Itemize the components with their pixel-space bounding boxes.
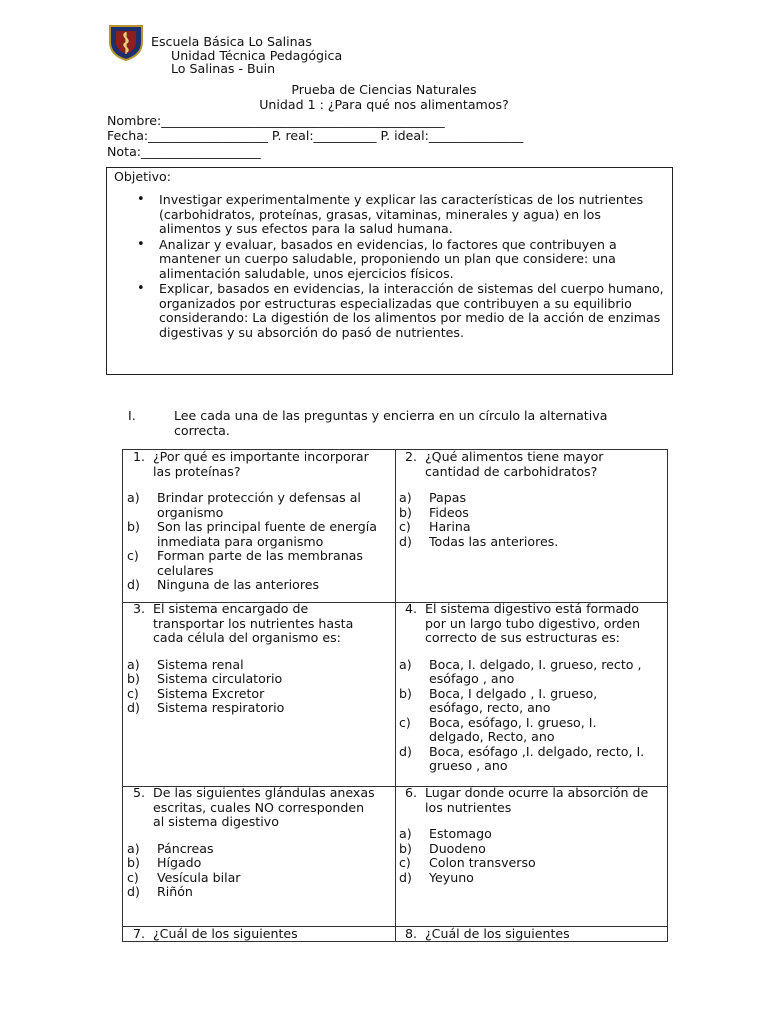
question-number: 8.: [405, 926, 418, 941]
question-number: 5.: [133, 785, 146, 800]
option-letter: a): [127, 490, 140, 505]
objective-item: • Analizar y evaluar, basados en evidencias, lo factores que contribuyen a mantener un cuerpo saludable, proponiendo un plan que considere: una alimentación saludable, unos ejercicios físicos.: [135, 238, 665, 282]
option[interactable]: [127, 842, 377, 857]
option-text: Yeyuno: [429, 869, 474, 885]
option-letter: c): [127, 548, 139, 563]
option[interactable]: [127, 578, 377, 593]
option-letter: b): [399, 685, 412, 701]
option-letter: d): [127, 577, 140, 592]
objectives-label: Objetivo:: [114, 169, 171, 184]
question-number: 1.: [133, 449, 146, 464]
option[interactable]: [399, 535, 649, 550]
option-text: Estomago: [429, 826, 492, 841]
option[interactable]: [127, 658, 377, 673]
question-6: [399, 786, 649, 885]
option-text: Sistema respiratorio: [157, 700, 285, 715]
question-7: [127, 927, 377, 942]
option[interactable]: [399, 716, 649, 745]
option-text: Boca, esófago, I. grueso, I. delgado, Recto, ano: [429, 714, 597, 744]
objective-item: • Investigar experimentalmente y explicar las características de los nutrientes (carbohidratos, proteínas, grasas, vitaminas, minerales y agua) en los alimentos y sus efectos para la salud humana.: [135, 193, 665, 237]
question-5: [127, 786, 377, 900]
option-text: Forman parte de las membranas celulares: [157, 548, 363, 578]
option[interactable]: [127, 701, 377, 716]
option-letter: a): [127, 656, 140, 672]
option-text: Sistema Excretor: [157, 685, 265, 701]
option-text: Colon transverso: [429, 855, 536, 870]
school-crest-logo: [106, 22, 146, 62]
question-2: [399, 450, 649, 549]
option[interactable]: [399, 871, 649, 886]
option[interactable]: [127, 885, 377, 900]
option-letter: d): [399, 533, 412, 549]
question-stem: ¿Por qué es importante incorporar las proteínas?: [153, 449, 369, 479]
option[interactable]: [399, 520, 649, 535]
option-text: Son las principal fuente de energía inmediata para organismo: [157, 519, 377, 549]
objectives-list: [135, 192, 724, 341]
option[interactable]: [127, 491, 377, 520]
option[interactable]: [127, 549, 377, 578]
option[interactable]: [399, 658, 649, 687]
question-stem: De las siguientes glándulas anexas escritas, cuales NO corresponden al sistema digestivo: [153, 785, 375, 829]
school-name: Escuela Básica Lo Salinas: [151, 34, 312, 49]
option-text: Duodeno: [429, 840, 486, 856]
option-text: Sistema circulatorio: [157, 671, 283, 686]
option[interactable]: [399, 745, 649, 774]
option[interactable]: [127, 672, 377, 687]
option-letter: c): [127, 685, 139, 701]
school-info: [151, 35, 342, 76]
option-letter: b): [399, 840, 412, 856]
option-text: Brindar protección y defensas al organismo: [157, 490, 361, 520]
question-8: [399, 927, 649, 942]
option-text: Boca, I delgado , I. grueso, esófago, recto, ano: [429, 685, 598, 715]
objective-item: • Explicar, basados en evidencias, la interacción de sistemas del cuerpo humano, organizados por estructuras especializadas que contribuyen a su equilibrio considerando: La digestión de los alimentos por medio de la acción de enzimas digestivas y su absorción do pasó de nutrientes.: [135, 282, 665, 340]
section-instructions: Lee cada una de las preguntas y encierra en un círculo la alternativa correcta.: [174, 408, 608, 438]
question-stem: ¿Qué alimentos tiene mayor cantidad de carbohidratos?: [425, 449, 604, 479]
question-stem: Lugar donde ocurre la absorción de los nutrientes: [425, 785, 649, 815]
question-number: 6.: [405, 785, 418, 800]
option[interactable]: [399, 856, 649, 871]
question-number: 2.: [405, 449, 418, 464]
grade-field: Nota:___________________: [107, 144, 261, 159]
option[interactable]: [399, 827, 649, 842]
option-letter: d): [399, 869, 412, 885]
question-number: 3.: [133, 601, 146, 616]
option[interactable]: [127, 871, 377, 886]
option-letter: a): [399, 490, 412, 505]
question-4: [399, 602, 649, 774]
option-letter: b): [127, 671, 140, 686]
option-letter: b): [127, 519, 140, 534]
document-titles: [0, 83, 768, 113]
option-letter: d): [127, 700, 140, 715]
option-text: Papas: [429, 490, 467, 505]
option-text: Harina: [429, 519, 471, 534]
option-letter: d): [127, 884, 140, 899]
option-text: Vesícula bilar: [157, 869, 241, 885]
option-letter: b): [127, 855, 140, 870]
column-divider: [395, 450, 396, 941]
option[interactable]: [399, 842, 649, 857]
school-location: Lo Salinas - Buin: [171, 61, 276, 76]
option-text: Boca, I. delgado, I. grueso, recto , esófago , ano: [429, 656, 642, 686]
question-3: [127, 602, 377, 716]
date-score-field: Fecha:___________________ P. real:__________ P. ideal:_______________: [107, 128, 524, 143]
option-text: Páncreas: [157, 840, 214, 856]
option[interactable]: [399, 491, 649, 506]
option[interactable]: [127, 687, 377, 702]
option-text: Todas las anteriores.: [429, 533, 559, 549]
option-text: Ninguna de las anteriores: [157, 577, 320, 592]
question-stem: ¿Cuál de los siguientes: [425, 926, 570, 941]
option-text: Fideos: [429, 504, 469, 520]
option-letter: b): [399, 504, 412, 520]
name-field: Nombre:_____________________________________________: [107, 113, 445, 128]
question-stem: El sistema digestivo está formado por un largo tubo digestivo, orden correcto de sus estructuras es:: [425, 601, 641, 645]
option-letter: c): [399, 519, 411, 534]
question-stem: ¿Cuál de los siguientes: [153, 926, 298, 941]
document-subtitle: Unidad 1 : ¿Para qué nos alimentamos?: [259, 97, 509, 112]
option-text: Riñón: [157, 884, 193, 899]
option-text: Boca, esófago ,I. delgado, recto, I. grueso , ano: [429, 743, 645, 773]
option[interactable]: [127, 856, 377, 871]
option[interactable]: [399, 506, 649, 521]
option-letter: c): [399, 855, 411, 870]
section-number: I.: [128, 408, 136, 423]
option-letter: a): [127, 840, 140, 856]
option-letter: a): [399, 656, 412, 672]
option-text: Hígado: [157, 855, 202, 870]
question-number: 4.: [405, 601, 418, 616]
option-letter: c): [127, 869, 139, 885]
question-number: 7.: [133, 926, 146, 941]
document-title: Prueba de Ciencias Naturales: [291, 82, 477, 97]
question-1: [127, 450, 377, 593]
option[interactable]: [399, 687, 649, 716]
option-letter: c): [399, 714, 411, 730]
option[interactable]: [127, 520, 377, 549]
school-unit: Unidad Técnica Pedagógica: [171, 47, 343, 63]
option-text: Sistema renal: [157, 656, 244, 672]
option-letter: d): [399, 743, 412, 759]
questions-table: [122, 449, 668, 942]
option-letter: a): [399, 826, 412, 841]
question-stem: El sistema encargado de transportar los nutrientes hasta cada célula del organismo es:: [153, 601, 354, 645]
